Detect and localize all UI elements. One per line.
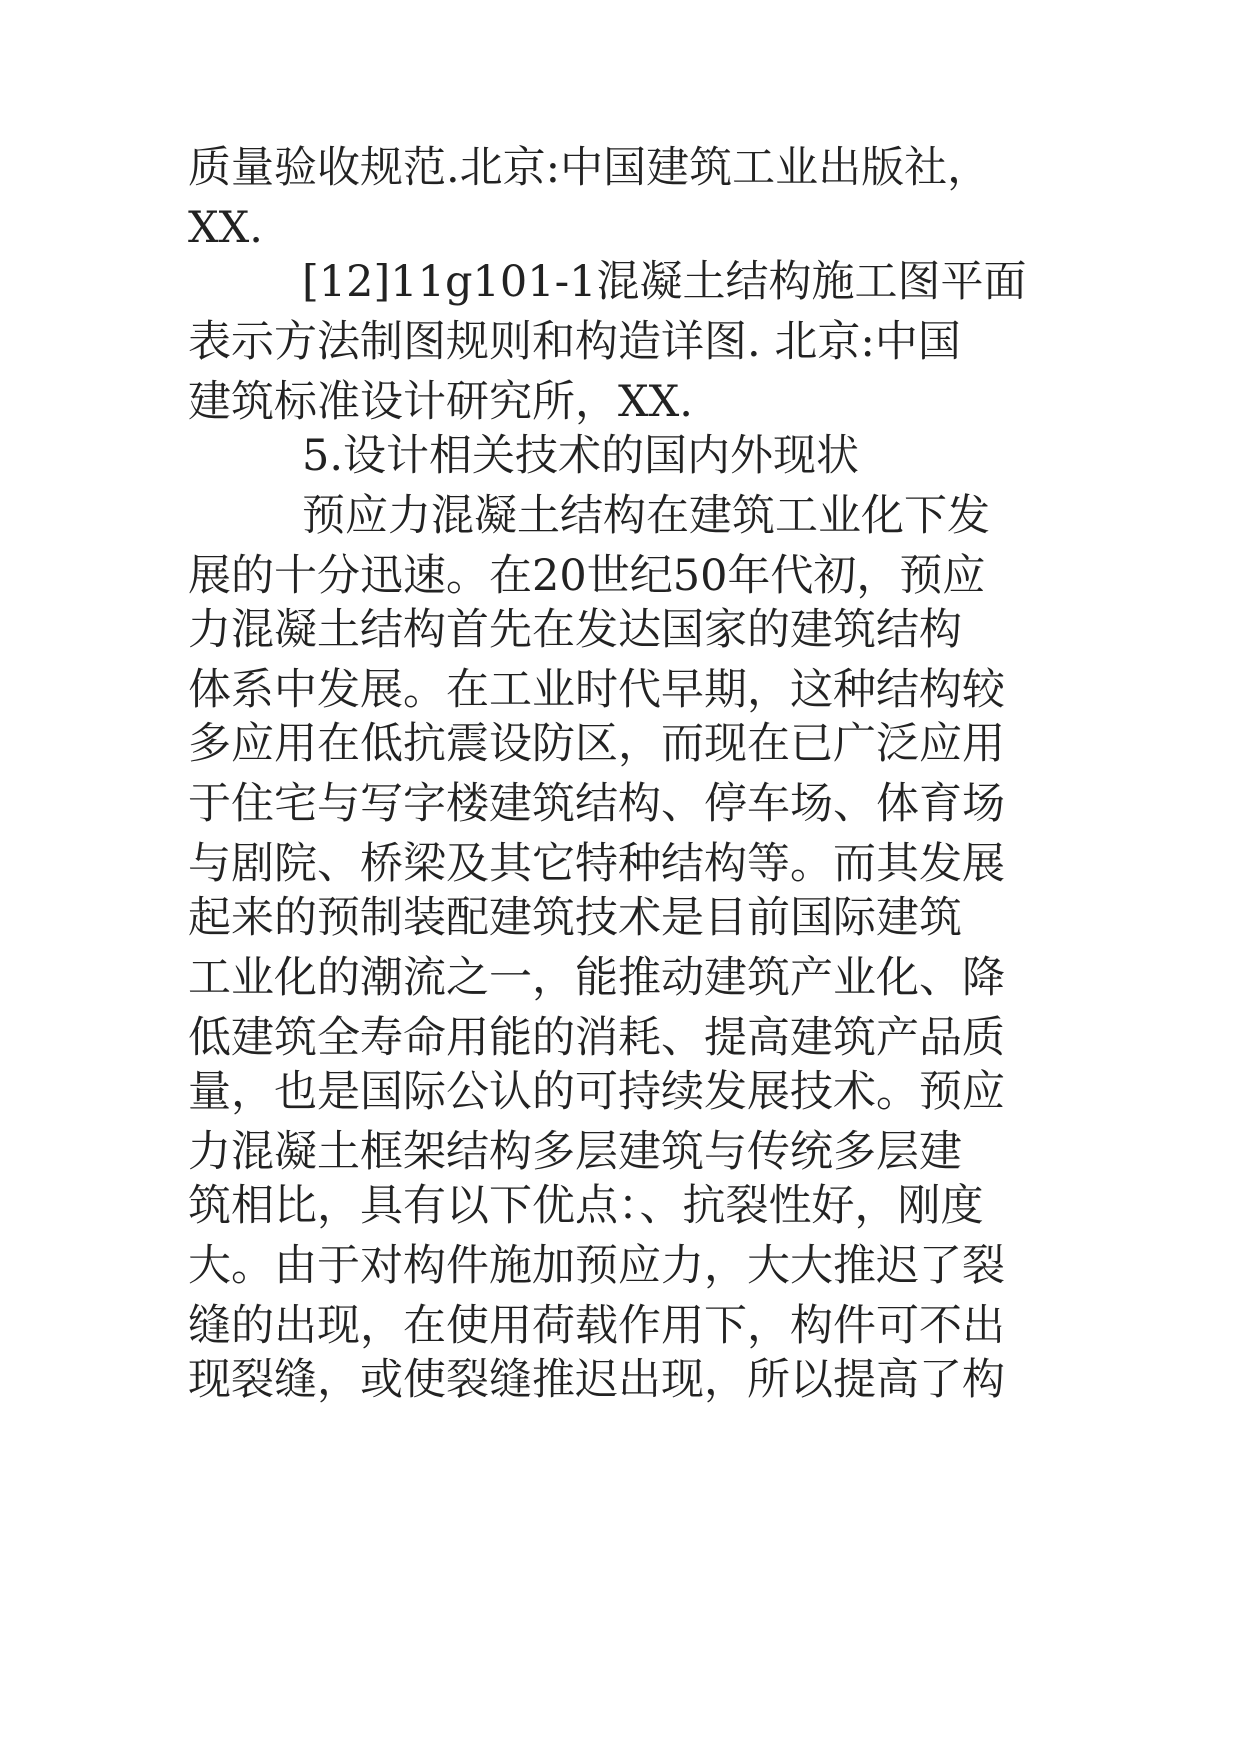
text-line: 建筑标准设计研究所，XX.	[188, 377, 693, 427]
text-line: 低建筑全寿命用能的消耗、提高建筑产品质	[188, 1013, 1005, 1063]
section-heading: 5.设计相关技术的国内外现状	[302, 431, 860, 481]
text-line: 现裂缝，或使裂缝推迟出现，所以提高了构	[188, 1355, 1005, 1405]
text-line: 多应用在低抗震设防区，而现在已广泛应用	[188, 719, 1005, 769]
text-line: 起来的预制装配建筑技术是目前国际建筑	[188, 893, 962, 943]
text-line: 预应力混凝土结构在建筑工业化下发	[302, 491, 990, 541]
text-line: 展的十分迅速。在20世纪50年代初，预应	[188, 551, 986, 601]
text-line: 筑相比，具有以下优点：、抗裂性好，刚度	[188, 1181, 984, 1231]
text-line: [12]11g101-1混凝土结构施工图平面	[302, 257, 1027, 307]
text-line: 表示方法制图规则和构造详图. 北京:中国	[188, 317, 961, 367]
text-line: 力混凝土框架结构多层建筑与传统多层建	[188, 1127, 962, 1177]
text-line: XX.	[188, 203, 263, 253]
text-line: 于住宅与写字楼建筑结构、停车场、体育场	[188, 779, 1005, 829]
text-line: 缝的出现，在使用荷载作用下，构件可不出	[188, 1301, 1005, 1351]
text-line: 体系中发展。在工业时代早期，这种结构较	[188, 665, 1005, 715]
text-line: 质量验收规范.北京:中国建筑工业出版社，	[188, 143, 991, 193]
text-line: 大。由于对构件施加预应力，大大推迟了裂	[188, 1241, 1005, 1291]
text-line: 力混凝土结构首先在发达国家的建筑结构	[188, 605, 962, 655]
text-line: 与剧院、桥梁及其它特种结构等。而其发展	[188, 839, 1005, 889]
text-line: 工业化的潮流之一，能推动建筑产业化、降	[188, 953, 1005, 1003]
text-line: 量，也是国际公认的可持续发展技术。预应	[188, 1067, 1005, 1117]
